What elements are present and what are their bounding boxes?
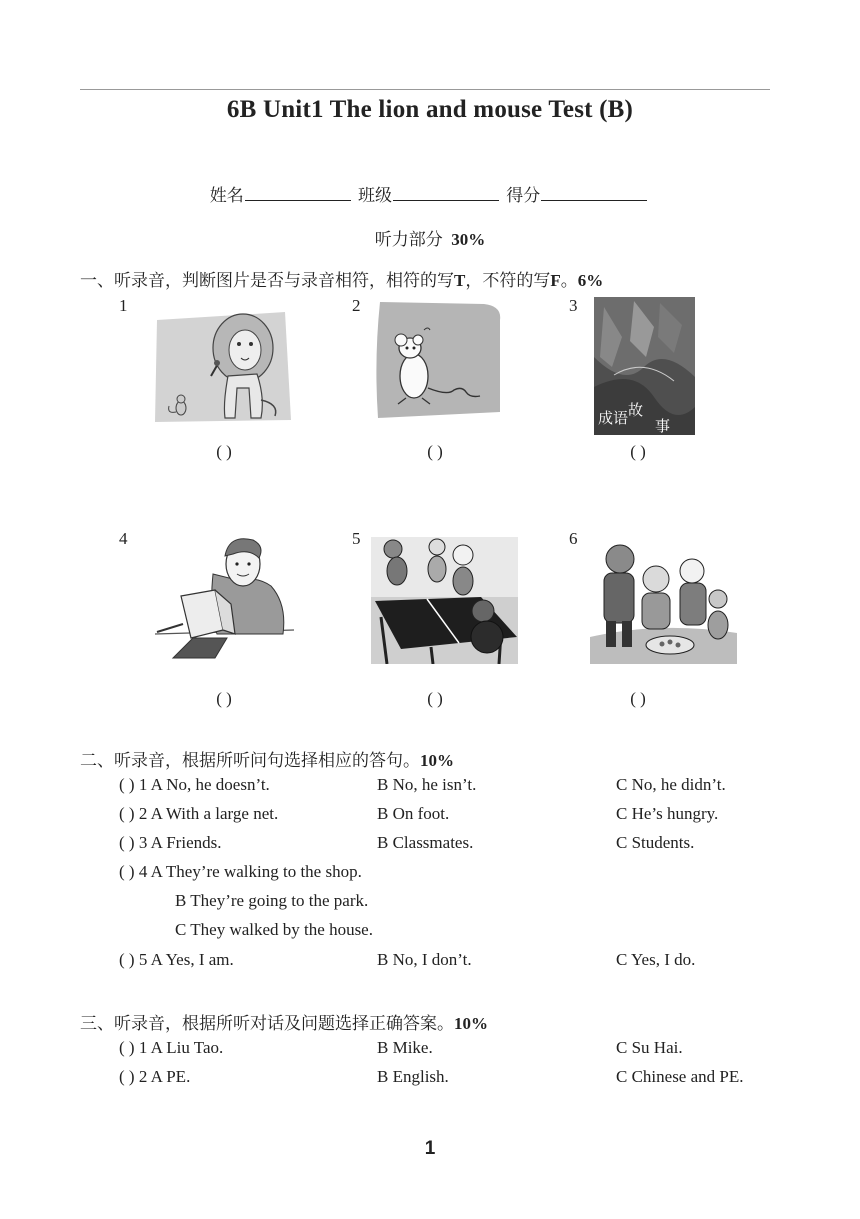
answer-blank[interactable]: ( ) (630, 689, 646, 708)
section3-score: 10% (454, 1014, 488, 1033)
listening-part-label (0, 225, 860, 250)
item-number: 4 (119, 529, 128, 548)
answer-blank[interactable]: ( ) (119, 804, 135, 823)
item-number: 2 (352, 296, 361, 315)
answer-blank[interactable]: ( ) (119, 862, 135, 881)
cover-char: 事 (655, 417, 671, 435)
section1-text: 一、听录音，判断图片是否与录音相符，相符的写 (80, 271, 454, 290)
option-c: C They walked by the house. (175, 920, 373, 939)
option-a: 5 A Yes, I am. (138, 950, 234, 969)
answer-blank[interactable]: ( ) (119, 1038, 135, 1057)
item-number: 1 (119, 296, 128, 315)
item-number: 5 (352, 529, 361, 548)
option-b: B Classmates. (377, 833, 474, 852)
section1-mid: ，不符的写 (465, 271, 551, 290)
section1-t: T (454, 271, 466, 290)
top-rule (80, 89, 770, 90)
option-b: B No, I don’t. (377, 950, 472, 969)
answer-blank[interactable]: ( ) (119, 950, 135, 969)
section1-heading (80, 266, 603, 291)
option-b: B On foot. (377, 804, 450, 823)
class-label: 班级 (358, 186, 392, 205)
option-b: B No, he isn’t. (377, 775, 477, 794)
animals-group-picture (590, 537, 737, 664)
score-blank[interactable] (541, 184, 647, 201)
option-c: C He’s hungry. (616, 804, 719, 823)
option-a: 4 A They’re walking to the shop. (138, 862, 362, 881)
section2-score: 10% (420, 751, 454, 770)
page-number: 1 (424, 1138, 436, 1159)
class-blank[interactable] (393, 184, 499, 201)
answer-blank[interactable]: ( ) (216, 689, 232, 708)
option-c: C No, he didn’t. (616, 775, 726, 794)
listening-label: 听力部分 (374, 230, 443, 249)
section2-text: 二、听录音，根据所听问句选择相应的答句。 (80, 751, 420, 770)
option-a: 1 A Liu Tao. (138, 1038, 224, 1057)
answer-blank[interactable]: ( ) (630, 442, 646, 461)
cover-title (598, 401, 644, 428)
cover-char: 故 (628, 401, 644, 419)
name-blank[interactable] (245, 184, 351, 201)
option-c: C Su Hai. (616, 1038, 683, 1057)
item-number: 6 (569, 529, 578, 548)
option-c: C Students. (616, 833, 695, 852)
option-a: 3 A Friends. (138, 833, 222, 852)
name-label: 姓名 (209, 186, 244, 205)
idiom-story-book-cover (594, 297, 695, 435)
option-a: 1 A No, he doesn’t. (138, 775, 270, 794)
option-c: C Chinese and PE. (616, 1067, 744, 1086)
option-a: 2 A With a large net. (138, 804, 279, 823)
answer-blank[interactable]: ( ) (427, 689, 443, 708)
answer-blank[interactable]: ( ) (119, 833, 135, 852)
animals-table-tennis-picture (371, 537, 518, 664)
answer-blank[interactable]: ( ) (427, 442, 443, 461)
lion-and-mouse-picture (153, 308, 293, 424)
cover-char: 语 (613, 409, 629, 427)
section1-score: 6% (577, 271, 604, 290)
section2-heading (80, 746, 454, 771)
item-number: 3 (569, 296, 578, 315)
listening-percent: 30% (451, 230, 486, 249)
score-label: 得分 (506, 186, 541, 205)
answer-blank[interactable]: ( ) (216, 442, 232, 461)
option-c: C Yes, I do. (616, 950, 696, 969)
answer-blank[interactable]: ( ) (119, 775, 135, 794)
answer-blank[interactable]: ( ) (119, 1067, 135, 1086)
student-info-line (0, 181, 860, 206)
section3-heading (80, 1009, 488, 1034)
section1-f: F (550, 271, 561, 290)
option-a: 2 A PE. (138, 1067, 191, 1086)
section3-text: 三、听录音，根据所听对话及问题选择正确答案。 (80, 1014, 454, 1033)
option-b: B They’re going to the park. (175, 891, 369, 910)
mouse-picture (374, 300, 502, 422)
cover-char: 成 (598, 409, 614, 427)
man-reading-picture (153, 534, 296, 661)
section1-end: 。 (560, 271, 578, 290)
option-b: B Mike. (377, 1038, 433, 1057)
page-title: 6B Unit1 The lion and mouse Test (B) (226, 96, 634, 123)
option-b: B English. (377, 1067, 449, 1086)
